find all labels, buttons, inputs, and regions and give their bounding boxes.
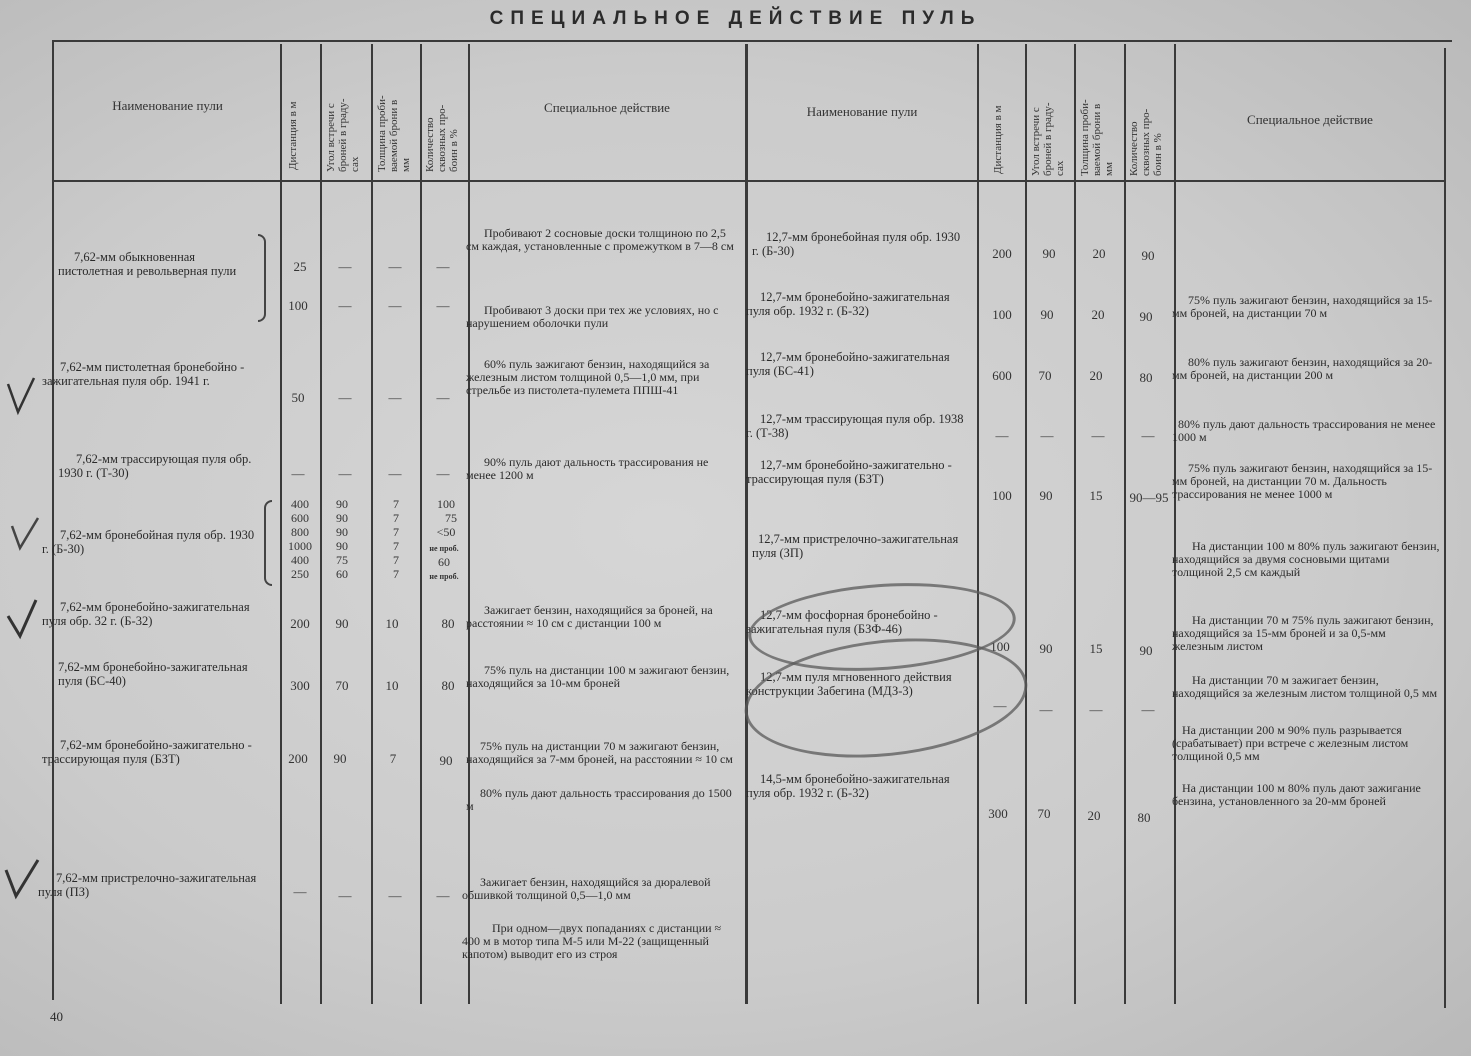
header-special-2: Специальное действие	[1247, 112, 1373, 127]
cell-thickness: 10	[385, 678, 399, 693]
cell-angle: —	[338, 390, 352, 405]
bullet-name: 7,62-мм трассирующая пуля обр. 1930 г. (Т-30)	[58, 452, 252, 480]
cell-percent: —	[436, 259, 450, 274]
bullet-name: 12,7-мм трассирующая пуля обр. 1938 г. (Т-38)	[746, 412, 964, 440]
cell-percent: 80	[1139, 370, 1153, 385]
cell-distance: 400	[291, 497, 309, 511]
header-thickness: Толщина проби- ваемой брони в мм	[376, 95, 412, 172]
cell-angle: 90	[335, 616, 349, 631]
cell-percent: 90	[1139, 643, 1153, 658]
cell-percent: не проб.	[429, 572, 459, 581]
cell-angle: 90	[1040, 307, 1054, 322]
cell-distance: 100	[992, 307, 1012, 322]
cell-distance: 200	[992, 246, 1012, 261]
cell-percent: 60	[438, 555, 450, 569]
cell-thickness: 7	[393, 539, 399, 553]
header-name-2: Наименование пули	[806, 104, 918, 119]
cell-distance: 1000	[288, 539, 312, 553]
col-border	[280, 44, 282, 1004]
bullet-name: 14,5-мм бронебойно-зажигательная пуля обр. 1932 г. (Б-32)	[746, 772, 950, 800]
cell-thickness: 15	[1089, 488, 1103, 503]
cell-percent: —	[1141, 428, 1155, 443]
cell-angle: 90	[336, 525, 348, 539]
cell-thickness: 7	[393, 511, 399, 525]
cell-distance: 200	[290, 616, 310, 631]
bullet-name: 7,62-мм бронебойная пуля обр. 1930 г. (Б-30)	[42, 528, 255, 556]
cell-percent: 80	[441, 678, 455, 693]
cell-angle: 70	[335, 678, 349, 693]
cell-angle: —	[338, 466, 352, 481]
cell-thickness: —	[1091, 428, 1105, 443]
col-border	[977, 44, 979, 1004]
cell-distance: 200	[288, 751, 308, 766]
page-number: 40	[50, 1009, 63, 1024]
cell-special: 80% пуль дают дальность трассирования не менее 1000 м	[1172, 417, 1436, 444]
cell-distance: 600	[992, 368, 1012, 383]
cell-distance: 300	[988, 806, 1008, 821]
cell-distance: 100	[990, 639, 1010, 654]
cell-angle: 90	[1042, 246, 1056, 261]
cell-percent: 80	[441, 616, 455, 631]
cell-angle: —	[1039, 702, 1053, 717]
handwritten-check-mark	[2, 856, 42, 900]
col-border	[52, 40, 54, 1000]
cell-angle: —	[338, 888, 352, 903]
cell-thickness: 7	[393, 497, 399, 511]
col-border	[745, 44, 748, 1004]
cell-distance: 400	[291, 553, 309, 567]
header-percent: Количество сквозных про- боин в %	[424, 104, 460, 172]
col-border	[1025, 44, 1027, 1004]
cell-angle: 90	[1039, 488, 1053, 503]
col-border	[1124, 44, 1126, 1004]
cell-percent: 100	[437, 497, 455, 511]
cell-thickness: —	[1089, 702, 1103, 717]
cell-special: Пробивают 2 сосновые доски толщиною по 2,5 см каждая, установленные с промежутком в 7—8 см	[466, 226, 734, 253]
header-angle-2: Угол встречи с броней в граду- сах	[1030, 102, 1066, 176]
header-distance-2: Дистанция в м	[992, 105, 1004, 174]
cell-percent: —	[436, 298, 450, 313]
row-brace	[264, 500, 272, 586]
cell-angle: 90	[336, 539, 348, 553]
bullet-name: 12,7-мм пристрелочно-зажигательная пуля (ЗП)	[752, 532, 959, 560]
cell-thickness: 10	[385, 616, 399, 631]
header-percent-2: Количество сквозных про- боин в %	[1128, 108, 1164, 176]
cell-special: 60% пуль зажигают бензин, находящийся за железным листом толщиной 0,5—1,0 мм, при стрельбе из пистолета-пулемета ППШ-41	[466, 357, 710, 397]
cell-thickness: 20	[1087, 808, 1101, 823]
cell-percent: —	[436, 466, 450, 481]
cell-distance: 800	[291, 525, 309, 539]
handwritten-check-mark	[6, 596, 40, 640]
cell-angle: 90	[336, 497, 348, 511]
cell-thickness: 7	[393, 567, 399, 581]
bullet-name: 12,7-мм фосфорная бронебойно - зажигательная пуля (БЗФ-46)	[746, 608, 938, 636]
col-border	[1174, 44, 1176, 1004]
cell-angle: —	[338, 298, 352, 313]
cell-thickness: 20	[1089, 368, 1103, 383]
cell-special: На дистанции 100 м 80% пуль зажигают бензин, находящийся за двумя сосновыми щитами толщиной 2,5 см каждый	[1172, 539, 1440, 579]
cell-thickness: 7	[389, 751, 397, 766]
cell-thickness: —	[388, 466, 402, 481]
cell-distance: —	[293, 884, 307, 899]
cell-special: 75% пуль зажигают бензин, находящийся за 15-мм броней, на дистанции 70 м	[1172, 293, 1433, 320]
cell-special: На дистанции 70 м зажигает бензин, находящийся за железным листом толщиной 0,5 мм	[1172, 673, 1438, 700]
cell-thickness: 7	[393, 553, 399, 567]
cell-thickness: 20	[1091, 307, 1105, 322]
cell-thickness: —	[388, 888, 402, 903]
cell-distance: —	[291, 466, 305, 481]
cell-special: Пробивают 3 доски при тех же условиях, но с нарушением оболочки пули	[466, 303, 719, 330]
header-angle: Угол встречи с броней в граду- сах	[325, 98, 361, 172]
cell-angle: —	[338, 259, 352, 274]
cell-percent: <50	[436, 525, 456, 539]
cell-thickness: —	[388, 259, 402, 274]
cell-special: 75% пуль на дистанции 100 м зажигают бензин, находящийся за 10-мм броней	[466, 663, 730, 690]
bullet-name: 12,7-мм бронебойно-зажигательно - трассирующая пуля (БЗТ)	[746, 458, 952, 486]
col-border	[371, 44, 373, 1004]
bullet-name: 7,62-мм пристрелочно-зажигательная пуля (ПЗ)	[38, 871, 257, 899]
header-thickness-2: Толщина проби- ваемой брони в мм	[1079, 99, 1115, 176]
bullet-name: 7,62-мм пистолетная бронебойно - зажигательная пуля обр. 1941 г.	[42, 360, 245, 388]
cell-distance: 300	[290, 678, 310, 693]
cell-percent: 80	[1137, 810, 1151, 825]
col-border	[320, 44, 322, 1004]
cell-special: На дистанции 200 м 90% пуль разрывается (срабатывает) при встрече с железным листом толщиной 0,5 мм	[1172, 723, 1409, 763]
cell-special: 75% пуль зажигают бензин, находящийся за 15-мм броней, на дистанции 70 м. Дальность трассирования не менее 1000 м	[1172, 461, 1433, 501]
header-special: Специальное действие	[544, 100, 670, 115]
cell-special: 75% пуль на дистанции 70 м зажигают бензин, находящийся за 7-мм броней, на расстоянии ≈ 10 см	[466, 739, 733, 766]
cell-percent: не проб.	[429, 544, 459, 553]
cell-special: На дистанции 100 м 80% пуль дают зажигание бензина, установленного за 20-мм броней	[1172, 781, 1421, 808]
cell-angle: 75	[336, 553, 348, 567]
bullet-name: 12,7-мм бронебойно-зажигательная пуля обр. 1932 г. (Б-32)	[746, 290, 950, 318]
handwritten-check-mark	[4, 376, 38, 416]
header-distance: Дистанция в м	[287, 101, 299, 170]
cell-special: 90% пуль дают дальность трассирования не менее 1200 м	[466, 455, 709, 482]
cell-percent: 90—95	[1129, 490, 1169, 505]
cell-distance: 250	[291, 567, 309, 581]
col-border	[1074, 44, 1076, 1004]
bullet-name: 12,7-мм бронебойно-зажигательная пуля (БС-41)	[746, 350, 950, 378]
col-border	[1444, 48, 1446, 1008]
cell-special: 80% пуль зажигают бензин, находящийся за 20-мм броней, на дистанции 200 м	[1172, 355, 1433, 382]
cell-special: Зажигает бензин, находящийся за броней, на расстоянии ≈ 10 см с дистанции 100 м	[466, 603, 713, 630]
col-border	[468, 44, 470, 1004]
cell-angle: 60	[336, 567, 348, 581]
cell-thickness: —	[388, 298, 402, 313]
col-border	[420, 44, 422, 1004]
table-top-border	[52, 40, 1452, 42]
cell-percent: —	[436, 888, 450, 903]
cell-thickness: 15	[1089, 641, 1103, 656]
cell-angle: 90	[333, 751, 347, 766]
cell-distance: 25	[293, 259, 307, 274]
cell-angle: 90	[336, 511, 348, 525]
cell-thickness: 7	[393, 525, 399, 539]
cell-special: 80% пуль дают дальность трассирования до 1500 м	[466, 786, 732, 813]
bullet-name: 12,7-мм пуля мгновенного действия конструкции Забегина (МДЗ-3)	[746, 670, 952, 698]
cell-percent: 90	[1139, 309, 1153, 324]
cell-percent: —	[1141, 702, 1155, 717]
cell-percent: 90	[1141, 248, 1155, 263]
header-bottom-border	[52, 180, 1446, 182]
cell-thickness: 20	[1092, 246, 1106, 261]
cell-thickness: —	[388, 390, 402, 405]
handwritten-check-mark	[8, 514, 42, 554]
cell-special: Зажигает бензин, находящийся за дюралевой обшивкой толщиной 0,5—1,0 мм	[462, 875, 711, 902]
cell-angle: 90	[1039, 641, 1053, 656]
cell-distance: 50	[291, 390, 305, 405]
bullet-name: 7,62-мм бронебойно-зажигательная пуля обр. 32 г. (Б-32)	[42, 600, 250, 628]
cell-percent: —	[436, 390, 450, 405]
cell-distance: —	[993, 698, 1007, 713]
cell-angle: 70	[1038, 368, 1052, 383]
cell-distance: 100	[288, 298, 308, 313]
cell-special: При одном—двух попаданиях с дистанции ≈ 400 м в мотор типа М-5 или М-22 (защищенный капотом) выводит его из строя	[462, 921, 722, 961]
bullet-name: 7,62-мм бронебойно-зажигательно - трассирующая пуля (БЗТ)	[42, 738, 252, 766]
page-title: СПЕЦИАЛЬНОЕ ДЕЙСТВИЕ ПУЛЬ	[489, 8, 982, 29]
bullet-name: 7,62-мм обыкновенная пистолетная и револьверная пули	[58, 250, 237, 278]
cell-angle: 70	[1037, 806, 1051, 821]
cell-distance: —	[995, 428, 1009, 443]
cell-angle: —	[1040, 428, 1054, 443]
cell-distance: 600	[291, 511, 309, 525]
bullet-name: 7,62-мм бронебойно-зажигательная пуля (БС-40)	[58, 660, 248, 688]
header-name: Наименование пули	[112, 98, 223, 113]
cell-percent: 90	[439, 753, 453, 768]
cell-special: На дистанции 70 м 75% пуль зажигают бензин, находящийся за 15-мм броней и за 0,5-мм железным листом	[1172, 613, 1434, 653]
bullet-name: 12,7-мм бронебойная пуля обр. 1930 г. (Б-30)	[752, 230, 961, 258]
cell-distance: 100	[992, 488, 1012, 503]
cell-percent: 75	[445, 511, 457, 525]
row-brace	[258, 234, 266, 322]
